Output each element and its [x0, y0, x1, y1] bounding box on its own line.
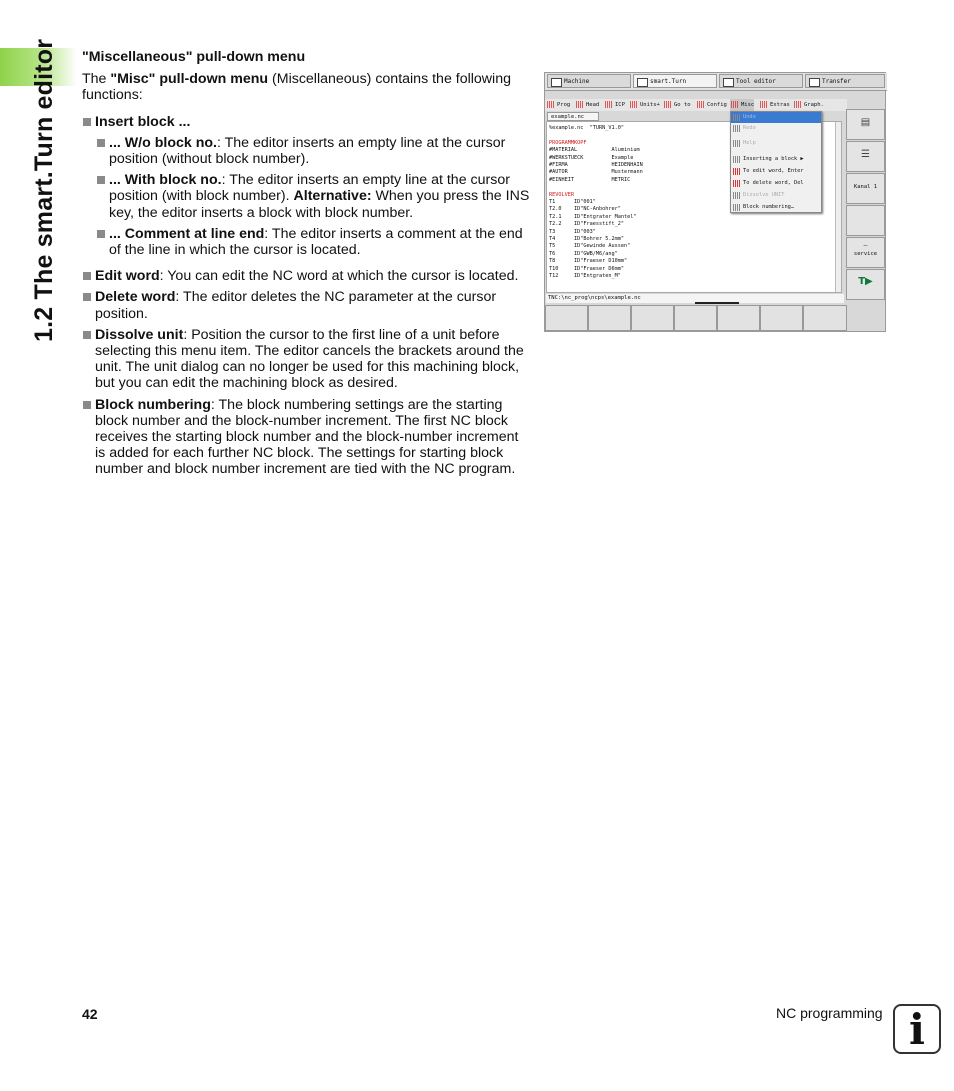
menu-item-label: Inserting a block ▶	[743, 156, 804, 162]
bottom-softkeys	[545, 305, 848, 331]
subitem-comment-line-end	[96, 226, 530, 258]
transfer-icon	[809, 78, 820, 87]
misc-menu-item[interactable]	[731, 123, 821, 134]
mode-tabs	[545, 73, 887, 91]
tab-machine-label: Machine	[564, 78, 590, 85]
softkey-service-label: service	[853, 251, 878, 257]
menu-units[interactable]	[629, 99, 660, 111]
menu-item-label: Redo	[743, 125, 756, 131]
menu-item-icon	[733, 192, 741, 199]
menu-item-icon	[733, 125, 741, 132]
b3-bold: Delete word	[95, 289, 176, 306]
nc-line[interactable]: T5 ID"Gewinde Aussen"	[549, 243, 631, 250]
menu-item-label: Undo	[743, 114, 756, 120]
misc-dropdown	[730, 111, 822, 213]
nc-line[interactable]: T2.0 ID"NC-Anbohrer"	[549, 206, 621, 213]
page-number: 42	[82, 1006, 98, 1022]
bullet-block-numbering	[82, 397, 530, 478]
softkey-1-icon: ▤	[860, 117, 871, 128]
tab-tool-editor-label: Tool editor	[736, 78, 776, 85]
intro-pre: The	[82, 71, 111, 88]
nc-line[interactable]: T8 ID"Fraeser D10mm"	[549, 258, 628, 265]
chapter-title-vertical	[10, 38, 58, 356]
tab-machine[interactable]	[547, 74, 631, 88]
tab-tool-editor[interactable]	[719, 74, 803, 88]
subitem-with-block-no	[96, 172, 530, 221]
menu-icp[interactable]	[604, 99, 625, 111]
info-glyph: i	[909, 1005, 925, 1054]
softkey-t[interactable]	[846, 269, 885, 300]
menu-item-icon	[733, 180, 741, 187]
menu-icp-label: ICP	[615, 102, 625, 108]
insert-block-label: Insert block ...	[95, 113, 191, 130]
smart-turn-icon	[637, 78, 648, 87]
softkey-2[interactable]	[846, 141, 885, 172]
editor-scrollbar[interactable]	[835, 122, 841, 292]
menu-item-label: Dissolve UNIT	[743, 192, 785, 198]
b4-text: : Position the cursor to the first line of a unit before selecting this menu item. The editor cancels the brackets around the unit. The unit dialog can no longer be used for this machining block, but you can edit the machining block as desired.	[95, 326, 524, 392]
menu-prog-label: Prog	[557, 102, 571, 108]
t-icon: T▶	[858, 276, 873, 287]
tab-transfer-label: Transfer	[822, 78, 851, 85]
tab-smart-turn[interactable]	[633, 74, 717, 88]
softkey-4[interactable]	[846, 205, 885, 236]
bottom-softkey-6[interactable]	[760, 305, 803, 331]
insert-block-subitems	[96, 135, 530, 258]
sub2-text: : The editor inserts an empty line at the cursor position (with block number).	[109, 172, 510, 205]
intro-paragraph	[82, 71, 530, 103]
menu-graph[interactable]	[793, 99, 824, 111]
misc-menu-item[interactable]	[731, 166, 821, 177]
menu-extras-label: Extras	[770, 102, 790, 108]
menu-units-label: Units+	[640, 102, 660, 108]
b2-text: : You can edit the NC word at which the cursor is located.	[159, 268, 519, 285]
nc-line[interactable]: #FIRMA HEIDENHAIN	[549, 162, 643, 168]
sub2-bold: ... With block no.	[109, 172, 222, 189]
misc-menu-item[interactable]	[731, 190, 821, 201]
nc-line[interactable]: T10 ID"Fraeser D6mm"	[549, 265, 624, 272]
file-tab[interactable]: example.nc	[547, 112, 599, 121]
controller-screenshot	[544, 72, 886, 332]
footer-section: NC programming	[776, 1005, 883, 1021]
nc-line[interactable]: T4 ID"Bohrer 5.2mm"	[549, 236, 624, 242]
nc-line[interactable]: #MATERIAL Aluminium	[549, 147, 640, 154]
menu-item-icon	[733, 156, 741, 163]
nc-line[interactable]: PROGRAMMKOPF	[549, 139, 587, 146]
menu-graph-label: Graph.	[804, 102, 824, 108]
graph-icon	[794, 101, 802, 108]
nc-line[interactable]: %example.nc "TURN_V1.0"	[549, 125, 624, 131]
nc-line[interactable]: #WERKSTUECK Example	[549, 154, 634, 161]
bullet-dissolve-unit	[82, 327, 530, 392]
nc-line[interactable]: T1 ID"001"	[549, 199, 596, 205]
config-icon	[697, 101, 705, 108]
menu-head[interactable]	[575, 99, 599, 111]
menu-item-icon	[733, 114, 741, 121]
main-text	[82, 49, 530, 483]
editor-menubar	[545, 99, 847, 111]
softkey-channel-label: Kanal 1	[853, 184, 878, 190]
menu-item-label: To edit word, Enter	[743, 168, 804, 174]
misc-menu-item[interactable]	[731, 112, 821, 123]
softkey-1[interactable]	[846, 109, 885, 140]
bullet-insert-block	[82, 114, 530, 130]
nc-line[interactable]: #EINHEIT METRIC	[549, 176, 631, 183]
misc-menu-item[interactable]	[731, 154, 821, 165]
units-icon	[630, 101, 638, 108]
misc-menu-item[interactable]	[731, 202, 821, 213]
info-icon	[893, 1004, 941, 1054]
subitem-without-block-no	[96, 135, 530, 167]
nc-line[interactable]: T12 ID"Entgraten_M"	[549, 273, 621, 279]
section-heading: "Miscellaneous" pull-down menu	[82, 49, 306, 65]
sub3-text: : The editor inserts a comment at the end of the line in which the cursor is located.	[109, 225, 523, 259]
tab-transfer[interactable]	[805, 74, 885, 88]
bottom-softkey-5[interactable]	[717, 305, 760, 331]
chapter-title: 1.2 The smart.Turn editor	[30, 38, 58, 342]
menu-item-label: Help	[743, 140, 756, 146]
wrench-icon: ⎯	[863, 241, 868, 250]
softkey-channel[interactable]	[846, 173, 885, 204]
b3-text: : The editor deletes the NC parameter at the cursor position.	[95, 289, 497, 322]
prog-icon	[547, 101, 555, 108]
menu-head-label: Head	[586, 102, 600, 108]
b5-text: : The block numbering settings are the starting block number and the block-number increment. The first NC block receives the starting block number and the block-number increment is added for each further NC block. The settings for starting block number and block number increment are tied with the NC program.	[95, 396, 519, 478]
menu-goto[interactable]	[663, 99, 691, 111]
tool-editor-icon	[723, 78, 734, 87]
menu-item-label: To delete word, Del	[743, 180, 804, 186]
bottom-softkey-7[interactable]	[803, 305, 847, 331]
tab-smart-turn-label: smart.Turn	[650, 78, 687, 85]
goto-icon	[664, 101, 672, 108]
nc-line[interactable]: #AUTOR Mustermann	[549, 169, 643, 176]
bottom-softkey-3[interactable]	[631, 305, 674, 331]
menu-item-icon	[733, 168, 741, 175]
bottom-softkey-4[interactable]	[674, 305, 717, 331]
nc-line[interactable]: T3 ID"003"	[549, 228, 596, 235]
file-path: TNC:\nc_prog\ncps\example.nc	[546, 294, 844, 303]
intro-post: (Miscellaneous) contains the following functions:	[82, 71, 511, 104]
bullet-edit-word	[82, 268, 530, 284]
machine-icon	[551, 78, 562, 87]
misc-icon	[731, 101, 739, 108]
bullet-delete-word	[82, 289, 530, 321]
bottom-softkey-2[interactable]	[588, 305, 631, 331]
nc-line[interactable]: T2.1 ID"Entgrater Mantel"	[549, 213, 637, 220]
sub2-alt-bold: Alternative:	[293, 188, 372, 205]
menu-item-icon	[733, 140, 741, 147]
menu-item-icon	[733, 204, 741, 211]
extras-icon	[760, 101, 768, 108]
nc-line[interactable]: T6 ID"GWB/M6/ang"	[549, 250, 618, 257]
menu-misc[interactable]	[730, 99, 754, 111]
menu-misc-label: Misc	[741, 102, 755, 108]
menu-prog[interactable]	[546, 99, 570, 111]
intro-bold: "Misc" pull-down menu	[110, 71, 269, 88]
misc-menu-item[interactable]	[731, 138, 821, 149]
softkey-2-icon: ☰	[861, 149, 870, 160]
b4-bold: Dissolve unit	[95, 326, 184, 343]
menu-config[interactable]	[696, 99, 727, 111]
bottom-softkey-1[interactable]	[545, 305, 588, 331]
menu-config-label: Config	[707, 102, 727, 108]
status-divider	[695, 302, 739, 304]
misc-menu-item[interactable]	[731, 178, 821, 189]
b2-bold: Edit word	[95, 268, 160, 285]
nc-line[interactable]: REVOLVER	[549, 191, 574, 198]
menu-item-label: Block numbering…	[743, 204, 795, 210]
nc-line[interactable]: T2.2 ID"Fraesstift_2"	[549, 221, 624, 228]
sub1-bold: ... W/o block no.	[109, 134, 217, 151]
b5-bold: Block numbering	[95, 396, 211, 413]
sub2-alt-text: When you press the INS key, the editor inserts a block with block number.	[109, 188, 530, 221]
menu-goto-label: Go to	[674, 102, 691, 108]
sub3-bold: ... Comment at line end	[109, 225, 265, 242]
head-icon	[576, 101, 584, 108]
icp-icon	[605, 101, 613, 108]
menu-extras[interactable]	[759, 99, 790, 111]
softkey-service[interactable]	[846, 237, 885, 268]
sub1-text: : The editor inserts an empty line at the cursor position (without block number).	[109, 134, 506, 168]
